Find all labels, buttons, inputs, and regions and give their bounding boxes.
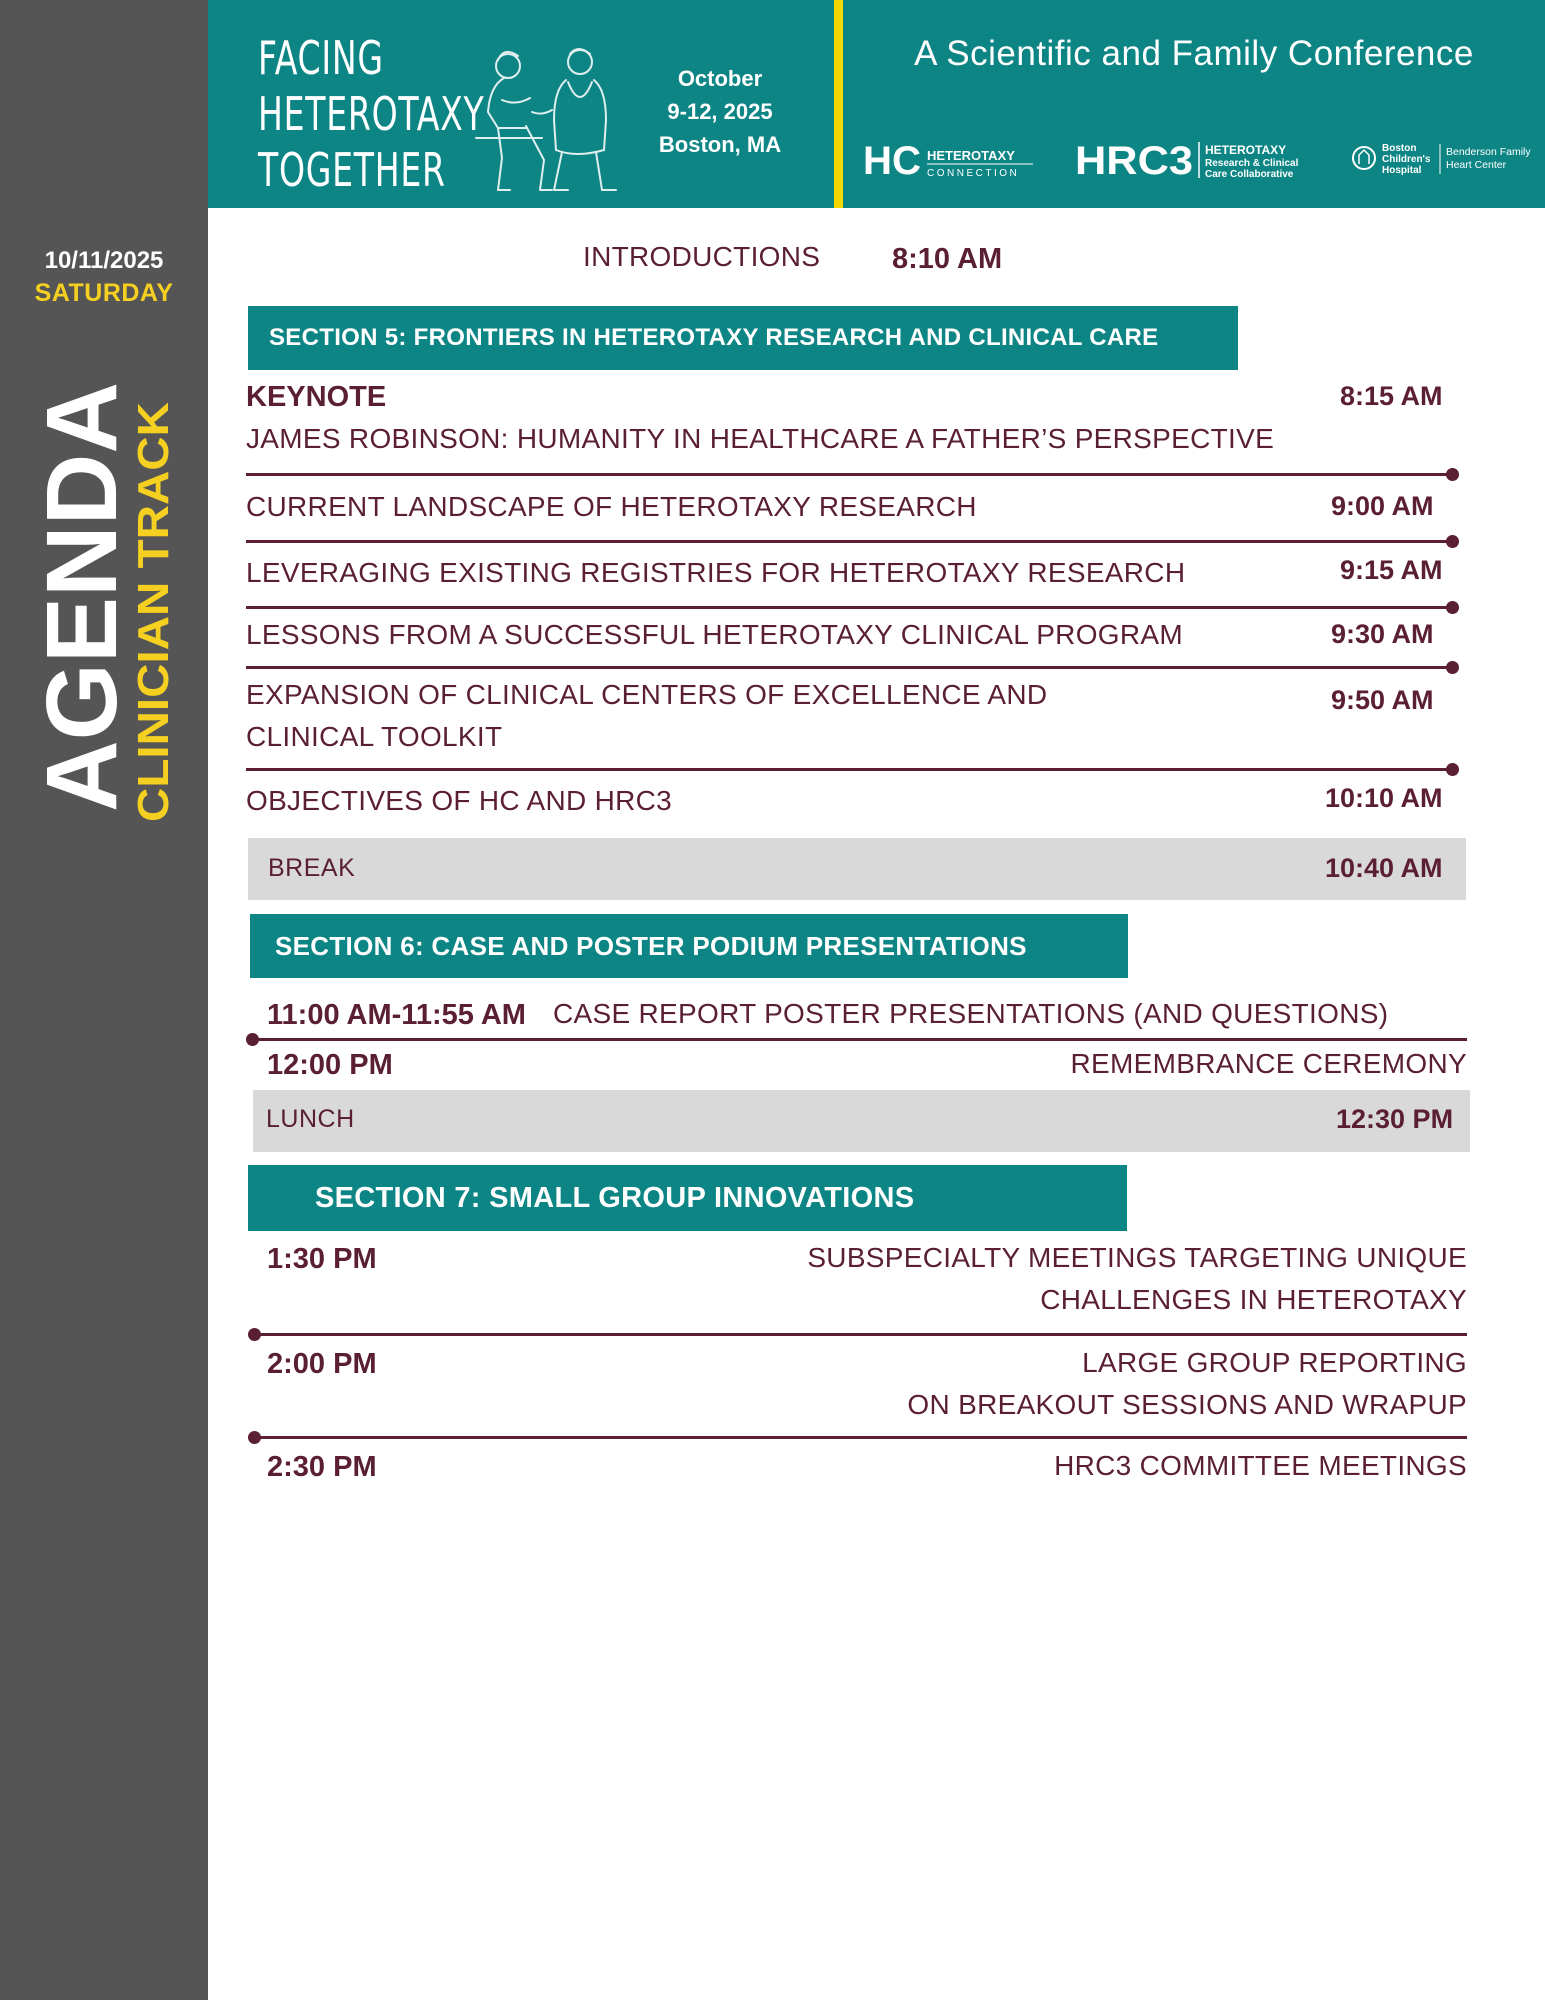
agenda-vertical-title (26, 378, 138, 816)
hrc3-logo-mark: HRC3 (1075, 139, 1193, 183)
divider-line (246, 768, 1453, 771)
session-centers-excellence (246, 678, 1047, 754)
lunch-label: LUNCH (266, 1105, 355, 1133)
session-time: 2:00 PM (267, 1348, 377, 1380)
divider-line (246, 606, 1453, 609)
session-subspecialty (700, 1241, 1467, 1317)
divider-line (254, 1436, 1467, 1439)
lunch-row (253, 1090, 1470, 1152)
session-time: 2:30 PM (267, 1451, 377, 1483)
session-group-reporting (700, 1346, 1467, 1422)
intro-time: 8:10 AM (892, 243, 1003, 275)
break-row (248, 838, 1466, 900)
date-range: 9-12, 2025 (667, 99, 773, 124)
bch-line-3: Hospital (1382, 165, 1422, 176)
logo-line-1: FACING (258, 31, 384, 85)
doctor-family-illustration (456, 40, 626, 200)
session-label-line-2: CHALLENGES IN HETEROTAXY (1040, 1284, 1467, 1315)
divider-line (246, 540, 1453, 543)
session-committee-meetings: HRC3 COMMITTEE MEETINGS (1054, 1450, 1467, 1481)
section-5-header (248, 306, 1238, 370)
divider-dot (1446, 661, 1459, 674)
logo-line-3: TOGETHER (258, 143, 446, 197)
session-time: 10:10 AM (1325, 783, 1443, 813)
agenda-day: SATURDAY (34, 279, 174, 307)
heterotaxy-connection-logo (863, 138, 1038, 182)
session-time: 9:00 AM (1331, 491, 1434, 521)
hrc3-logo-sub-2: Care Collaborative (1205, 169, 1294, 180)
session-clinical-program: LESSONS FROM A SUCCESSFUL HETEROTAXY CLINICAL PROGRAM (246, 619, 1183, 650)
divider-dot (1446, 601, 1459, 614)
conference-dates (640, 62, 800, 161)
section-7-title: SECTION 7: SMALL GROUP INNOVATIONS (315, 1182, 915, 1214)
hc-logo-name: HETEROTAXY (927, 148, 1015, 163)
track-word: CLINICIAN TRACK (129, 433, 178, 822)
intro-label: INTRODUCTIONS (583, 241, 821, 272)
divider-dot (1446, 535, 1459, 548)
divider-line (252, 1038, 1467, 1041)
conference-subtitle: A Scientific and Family Conference (914, 34, 1474, 73)
bch-center-1: Benderson Family (1446, 146, 1531, 158)
section-6-header (250, 914, 1128, 978)
session-poster-presentations: CASE REPORT POSTER PRESENTATIONS (AND QUESTIONS) (553, 998, 1389, 1029)
hc-logo-mark: HC (863, 139, 921, 183)
boston-childrens-logo (1350, 138, 1540, 180)
conference-logo-title (258, 30, 485, 198)
session-registries: LEVERAGING EXISTING REGISTRIES FOR HETEROTAXY RESEARCH (246, 557, 1186, 588)
logo-line-2: HETEROTAXY (258, 87, 485, 141)
session-time: 11:00 AM-11:55 AM (267, 999, 526, 1031)
session-label-line-2: CLINICAL TOOLKIT (246, 721, 503, 752)
session-label-line-1: SUBSPECIALTY MEETINGS TARGETING UNIQUE (807, 1242, 1467, 1273)
divider-line (246, 666, 1453, 669)
keynote-title: JAMES ROBINSON: HUMANITY IN HEALTHCARE A FATHER’S PERSPECTIVE (246, 423, 1275, 454)
section-7-header (248, 1165, 1127, 1231)
agenda-date: 10/11/2025 (44, 247, 164, 274)
session-time: 9:30 AM (1331, 619, 1434, 649)
break-time: 10:40 AM (1325, 853, 1443, 883)
hrc3-logo-sub-1: Research & Clinical (1205, 158, 1299, 169)
session-objectives: OBJECTIVES OF HC AND HRC3 (246, 785, 673, 816)
keynote-label: KEYNOTE (246, 381, 387, 413)
date-month: October (677, 66, 763, 91)
date-location: Boston, MA (658, 132, 782, 157)
bch-line-1: Boston (1382, 143, 1417, 154)
session-current-landscape: CURRENT LANDSCAPE OF HETEROTAXY RESEARCH (246, 491, 977, 522)
divider-dot (1446, 468, 1459, 481)
divider-line (254, 1333, 1467, 1336)
break-label: BREAK (268, 854, 356, 882)
divider-dot (1446, 763, 1459, 776)
divider-line (246, 473, 1453, 476)
hrc3-logo-name: HETEROTAXY (1205, 143, 1287, 157)
session-label-line-1: EXPANSION OF CLINICAL CENTERS OF EXCELLENCE AND (246, 679, 1048, 710)
hc-logo-sub: CONNECTION (927, 168, 1020, 179)
track-vertical-title (130, 398, 176, 826)
session-time: 9:50 AM (1331, 685, 1434, 715)
session-time: 9:15 AM (1340, 555, 1443, 585)
bch-center-2: Heart Center (1446, 159, 1507, 171)
agenda-word: AGENDA (26, 378, 138, 812)
hrc3-logo (1075, 134, 1320, 184)
bch-line-2: Children's (1382, 154, 1431, 165)
section-5-title: SECTION 5: FRONTIERS IN HETEROTAXY RESEARCH AND CLINICAL CARE (269, 324, 1159, 351)
session-label-line-2: ON BREAKOUT SESSIONS AND WRAPUP (907, 1389, 1467, 1420)
session-remembrance: REMEMBRANCE CEREMONY (1070, 1048, 1467, 1079)
section-6-title: SECTION 6: CASE AND POSTER PODIUM PRESENTATIONS (275, 931, 1027, 961)
keynote-time: 8:15 AM (1340, 381, 1443, 411)
session-label-line-1: LARGE GROUP REPORTING (1082, 1347, 1467, 1378)
lunch-time: 12:30 PM (1336, 1104, 1454, 1134)
session-time: 1:30 PM (267, 1243, 377, 1275)
session-time: 12:00 PM (267, 1049, 393, 1081)
